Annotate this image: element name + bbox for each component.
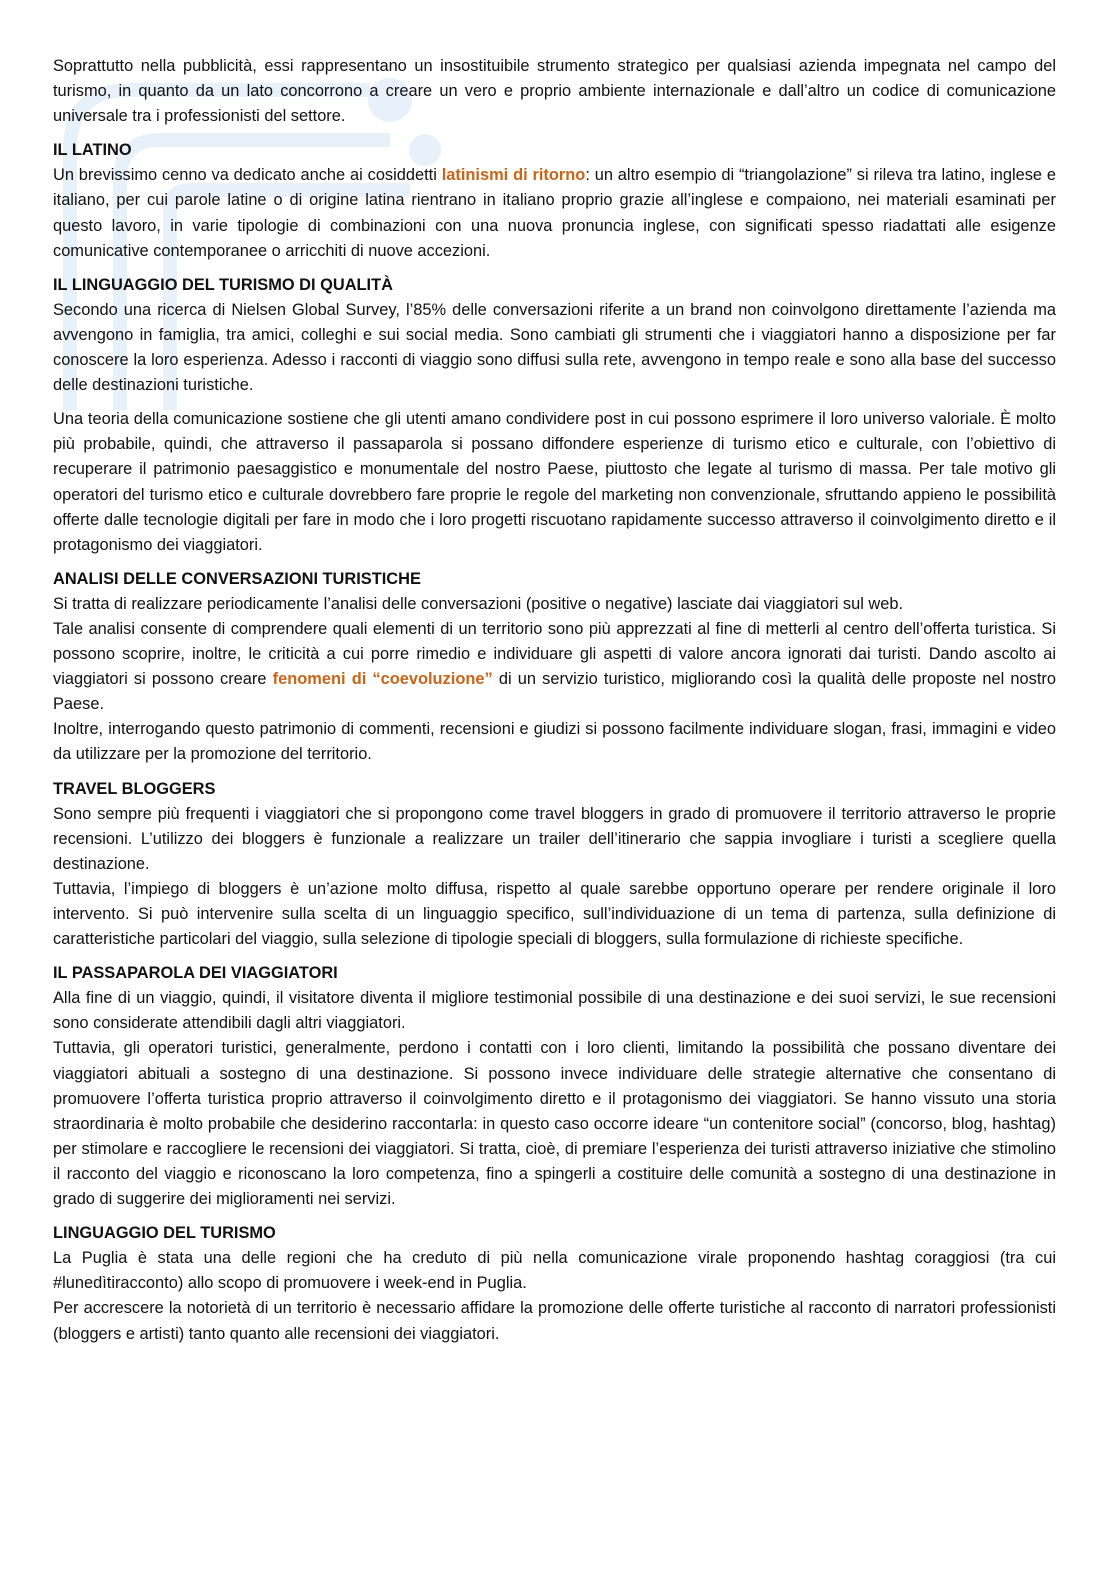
section-il-linguaggio-del-turismo-di-qualita: [53, 273, 1056, 558]
paragraph: [53, 592, 1056, 617]
paragraph-text: Soprattutto nella pubblicità, essi rappresentano un insostituibile strumento strategico per qualsiasi azienda impegnata nel campo del turismo, in quanto da un lato concorrono a creare un vero e proprio ambiente internazionale e dall’altro un codice di comunicazione universale tra i professionisti del settore.: [53, 57, 1056, 126]
highlighted-term: fenomeni di “coevoluzione”: [272, 670, 493, 689]
section-il-latino: [53, 138, 1056, 263]
paragraph: [53, 802, 1056, 877]
paragraph-text: Tuttavia, gli operatori turistici, generalmente, perdono i contatti con i loro clienti, limitando la possibilità che possano diventare dei viaggiatori abituali a sostegno di una destinazione. Si possono invece individuare delle strategie alternative che consentano di promuovere l’offerta turistica proprio attraverso il coinvolgimento diretto e il protagonismo dei viaggiatori. Se hanno vissuto una storia straordinaria è molto probabile che desiderino raccontarla: in questo caso occorre ideare “un contenitore social” (concorso, blog, hashtag) per stimolare e raccogliere le recensioni dei viaggiatori. Si tratta, cioè, di premiare l’esperienza dei turisti attraverso iniziative che stimolino il racconto del viaggio e riconoscano la loro competenza, fino a spingerli a costituire delle comunità a sostegno di una destinazione in grado di suggerire dei miglioramenti nei servizi.: [53, 1039, 1056, 1209]
paragraph: [53, 298, 1056, 398]
section-heading: IL PASSAPAROLA DEI VIAGGIATORI: [53, 964, 338, 983]
paragraph: [53, 54, 1056, 129]
paragraph: [53, 986, 1056, 1036]
section-heading: LINGUAGGIO DEL TURISMO: [53, 1224, 276, 1243]
paragraph: [53, 877, 1056, 952]
paragraph: [53, 717, 1056, 767]
section-travel-bloggers: [53, 777, 1056, 953]
paragraph: [53, 407, 1056, 558]
paragraph-text: Secondo una ricerca di Nielsen Global Survey, l’85% delle conversazioni riferite a un brand non coinvolgono direttamente l’azienda ma avvengono in famiglia, tra amici, colleghi e sui social media. Sono cambiati gli strumenti che i viaggiatori hanno a disposizione per far conoscere la loro esperienza. Adesso i racconti di viaggio sono diffusi sulla rete, avvengono in tempo reale e sono alla base del successo delle destinazioni turistiche.: [53, 300, 1056, 395]
section-il-passaparola-dei-viaggiatori: [53, 961, 1056, 1212]
paragraph-text: di un servizio turistico, migliorando così la qualità delle proposte nel nostro Paese.: [53, 670, 1056, 714]
section-analisi-delle-conversazioni-turistiche: [53, 567, 1056, 768]
paragraph-text: Inoltre, interrogando questo patrimonio di commenti, recensioni e giudizi si possono facilmente individuare slogan, frasi, immagini e video da utilizzare per la promozione del territorio.: [53, 720, 1056, 764]
section-heading: IL LATINO: [53, 141, 132, 160]
section-heading: ANALISI DELLE CONVERSAZIONI TURISTICHE: [53, 569, 421, 588]
paragraph: [53, 163, 1056, 263]
section-heading: IL LINGUAGGIO DEL TURISMO DI QUALITÀ: [53, 275, 393, 294]
paragraph-text: Alla fine di un viaggio, quindi, il visitatore diventa il migliore testimonial possibile di una destinazione e dei suoi servizi, le sue recensioni sono considerate attendibili dagli altri viaggiatori.: [53, 989, 1056, 1033]
paragraph-text: Tale analisi consente di comprendere quali elementi di un territorio sono più apprezzati al fine di metterli al centro dell’offerta turistica. Si possono scoprire, inoltre, le criticità a cui porre rimedio e individuare gli aspetti di valore ancora ignorati dai turisti. Dando ascolto ai viaggiatori si possono creare: [53, 619, 1056, 689]
paragraph-text: Per accrescere la notorietà di un territorio è necessario affidare la promozione delle offerte turistiche al racconto di narratori professionisti (bloggers e artisti) tanto quanto alle recensioni dei viaggiatori.: [53, 1299, 1056, 1343]
highlighted-term: latinismi di ritorno: [441, 166, 586, 185]
section-intro: [53, 54, 1056, 129]
paragraph: [53, 1036, 1056, 1212]
paragraph-text: Un brevissimo cenno va dedicato anche ai cosiddetti: [53, 166, 442, 185]
paragraph: [53, 1296, 1056, 1346]
paragraph: [53, 617, 1056, 717]
section-linguaggio-del-turismo: [53, 1221, 1056, 1346]
paragraph: [53, 1246, 1056, 1296]
paragraph-text: Si tratta di realizzare periodicamente l’analisi delle conversazioni (positive o negative) lasciate dai viaggiatori sul web.: [53, 594, 904, 613]
document-page: [53, 54, 1056, 1347]
paragraph-text: : un altro esempio di “triangolazione” si rileva tra latino, inglese e italiano, per cui parole latine o di origine latina rientrano in italiano proprio grazie all’inglese e compaiono, nei materiali esaminati per questo lavoro, in varie tipologie di combinazioni con una nuova pronuncia inglese, con significati spesso riadattati alle esigenze comunicative contemporanee o arricchiti di nuove accezioni.: [53, 166, 1057, 260]
section-heading: TRAVEL BLOGGERS: [53, 779, 216, 798]
paragraph-text: Una teoria della comunicazione sostiene che gli utenti amano condividere post in cui possono esprimere il loro universo valoriale. È molto più probabile, quindi, che attraverso il passaparola si possano diffondere esperienze di turismo etico e culturale, con l’obiettivo di recuperare il patrimonio paesaggistico e monumentale del nostro Paese, piuttosto che legate al turismo di massa. Per tale motivo gli operatori del turismo etico e culturale dovrebbero fare proprie le regole del marketing non convenzionale, sfruttando appieno le possibilità offerte dalle tecnologie digitali per fare in modo che i loro progetti riscuotano rapidamente successo attraverso il coinvolgimento diretto e il protagonismo dei viaggiatori.: [53, 410, 1056, 554]
paragraph-text: Tuttavia, l’impiego di bloggers è un’azione molto diffusa, rispetto al quale sarebbe opportuno operare per rendere originale il loro intervento. Si può intervenire sulla scelta di un linguaggio specifico, sull’individuazione di un tema di partenza, sulla definizione di caratteristiche particolari del viaggio, sulla selezione di tipologie speciali di bloggers, sulla formulazione di richieste specifiche.: [53, 879, 1056, 949]
paragraph-text: La Puglia è stata una delle regioni che ha creduto di più nella comunicazione virale proponendo hashtag coraggiosi (tra cui #lunedìtiracconto) allo scopo di promuovere i week-end in Puglia.: [53, 1249, 1056, 1293]
paragraph-text: Sono sempre più frequenti i viaggiatori che si propongono come travel bloggers in grado di promuovere il territorio attraverso le proprie recensioni. L’utilizzo dei bloggers è funzionale a realizzare un trailer dell’itinerario che sappia invogliare i turisti a scegliere quella destinazione.: [53, 804, 1056, 873]
